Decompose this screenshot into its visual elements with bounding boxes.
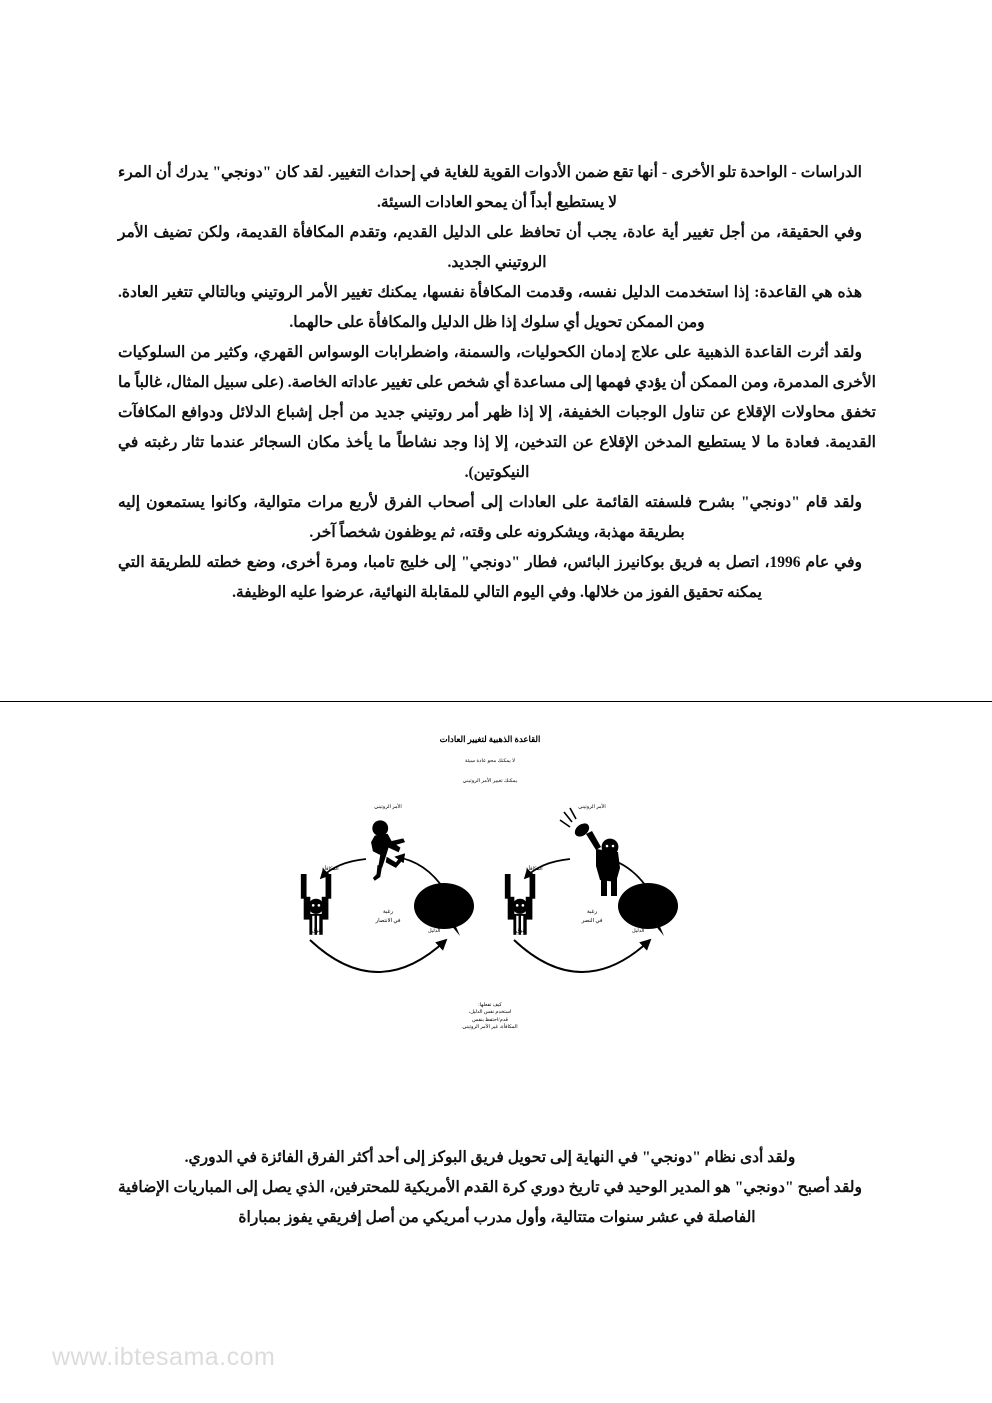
caption-line: قدم/احتفظ بنفس [472, 1017, 508, 1023]
site-watermark: www.ibtesama.com [52, 1343, 276, 1371]
top-text-block [118, 158, 876, 608]
cycle-right-graphic [492, 804, 692, 994]
label-reward: المكافأة [526, 867, 543, 872]
paragraph: ولقد قام "دونجي" بشرح فلسفته القائمة على العادات إلى أصحاب الفرق لأربع مرات متوالية، وكانوا يستمعون إليه بطريقة مهذبة، ويشكرونه على وقته، ثم يوظفون شخصاً آخر. [118, 494, 862, 541]
running-player-icon [371, 820, 405, 880]
label-routine: الأمر الروتيني [578, 805, 606, 810]
caption-line: المكافأة، غير الأمر الروتيني [462, 1025, 518, 1031]
paragraph: وفي الحقيقة، من أجل تغيير أية عادة، يجب أن تحافظ على الدليل القديم، وتقدم المكافأة القديمة، ولكن تضيف الأمر الروتيني الجديد. [118, 224, 862, 271]
caption-line: كيف تفعلها: [478, 1003, 502, 1008]
paragraph: ولقد أصبح "دونجي" هو المدير الوحيد في تاريخ دوري كرة القدم الأمريكية للمحترفين، الذي يصل إلى المباريات الإضافية الفاصلة في عشر سنوات متتالية، وأول مدرب أمريكي من أصل إفريقي يفوز بمباراة [118, 1179, 862, 1226]
center-text-line-1: رغبة [587, 909, 597, 915]
figure-title: القاعدة الذهبية لتغيير العادات [439, 734, 541, 744]
label-cue: الدليل [632, 929, 645, 934]
label-routine: الأمر الروتيني [374, 805, 402, 810]
paragraph: هذه هي القاعدة: إذا استخدمت الدليل نفسه، وقدمت المكافأة نفسها، يمكنك تغيير الأمر الروتيني وبالتالي تتغير العادة. ومن الممكن تحويل أي سلوك إذا ظل الدليل والمكافأة على حالهما. [118, 284, 862, 331]
paragraph: وفي عام 1996، اتصل به فريق بوكانيرز البائس، فطار "دونجي" إلى خليج تامبا، ومرة أخرى، وضع خطته للطريقة التي يمكنه تحقيق الفوز من خلالها. وفي اليوم التالي للمقابلة النهائية، عرضوا عليه الوظيفة. [118, 554, 862, 601]
label-craving: التوق [516, 929, 527, 934]
habit-loop-cycle-left [288, 804, 488, 994]
label-reward: المكافأة [322, 867, 339, 872]
figure-subtitle-1: لا يمكنك محو عادة سيئة [464, 758, 516, 764]
figure-caption [280, 1002, 700, 1032]
catching-player-icon [560, 808, 620, 896]
figure-subtitle-2: يمكنك تغيير الأمر الروتيني [462, 778, 518, 784]
habit-loop-figure [280, 730, 700, 1060]
horizontal-divider [0, 701, 992, 702]
center-text [492, 908, 692, 926]
habit-loop-cycle-right [492, 804, 692, 994]
paragraph: ولقد أثرت القاعدة الذهبية على علاج إدمان الكحوليات، والسمنة، واضطرابات الوسواس القهري، وكثير من السلوكيات الأخرى المدمرة، ومن الممكن أن يؤدي فهمها إلى مساعدة أي شخص على تغيير عاداته الخاصة. (على سبيل المثال، غالباً ما تخفق محاولات الإقلاع عن تناول الوجبات الخفيفة، إلا إذا ظهر أمر روتيني جديد من أجل إشباع الدلائل ودوافع المكافآت القديمة. فعادة ما لا يستطيع المدخن الإقلاع عن التدخين، إلا إذا وجد نشاطاً ما يأخذ مكان السجائر عندما تثار رغبته في النيكوتين). [118, 344, 876, 481]
center-text [288, 908, 488, 926]
label-craving: التوق [312, 929, 323, 934]
bottom-text-block [118, 1143, 876, 1233]
paragraph: ولقد أدى نظام "دونجي" في النهاية إلى تحويل فريق البوكز إلى أحد أكثر الفرق الفائزة في الدوري. [184, 1149, 796, 1166]
caption-line: استخدم نفس الدليل، [468, 1010, 512, 1016]
center-text-line-1: رغبة [383, 909, 393, 915]
paragraph: الدراسات - الواحدة تلو الأخرى - أنها تقع ضمن الأدوات القوية للغاية في إحداث التغيير. لقد كان "دونجي" يدرك أن المرء لا يستطيع أبداً أن يمحو العادات السيئة. [118, 164, 862, 211]
cycle-left-graphic [288, 804, 488, 994]
label-cue: الدليل [428, 929, 441, 934]
center-text-line-2: في الانتصار [375, 918, 401, 924]
center-text-line-2: في النصر [581, 918, 603, 924]
